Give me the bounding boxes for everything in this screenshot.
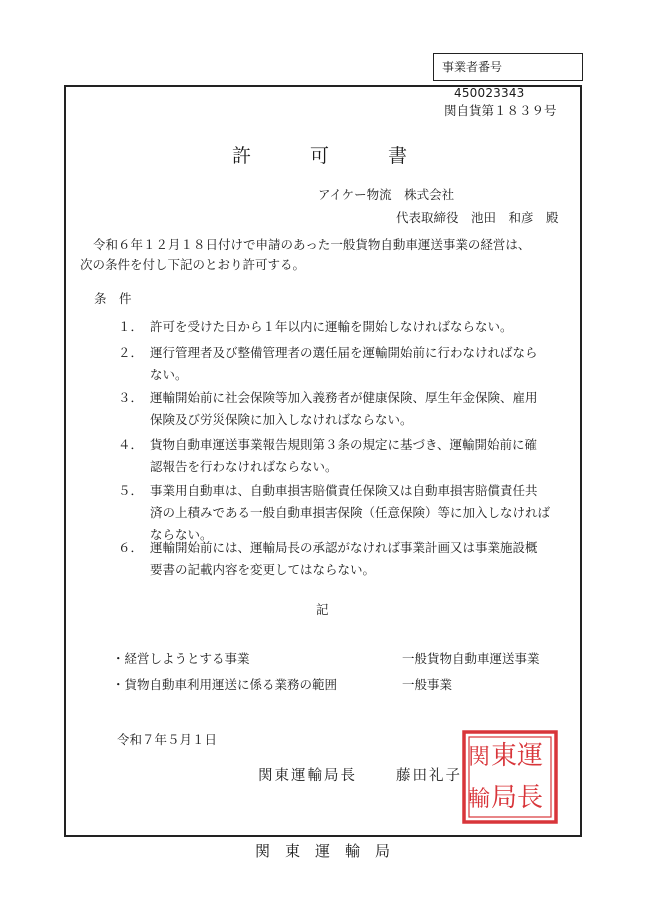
intro-line-2: 次の条件を付し下記のとおり許可する。 — [80, 257, 306, 272]
business-number-value: 450023343 — [454, 86, 525, 100]
seal-char: 局 — [490, 783, 518, 813]
business-number-box — [433, 53, 583, 100]
condition-text: 要書の記載内容を変更してはならない。 — [150, 562, 376, 577]
condition-text: 運行管理者及び整備管理者の選任届を運輸開始前に行わなければなら — [150, 345, 538, 360]
condition-text: ない。 — [150, 367, 188, 382]
condition-text: 運輸開始前には、運輸局長の承認がなければ事業計画又は事業施設概 — [150, 540, 538, 555]
seal-char: 長 — [516, 783, 544, 813]
footer-organization: 関 東 運 輸 局 — [255, 842, 391, 860]
condition-number: ５． — [118, 483, 144, 498]
official-seal — [462, 730, 558, 824]
title-char-3: 書 — [388, 145, 408, 167]
conditions-heading: 条 件 — [94, 291, 132, 306]
condition-text: 済の上積みである一般自動車損害保険（任意保険）等に加入しなければ — [150, 505, 551, 520]
detail-label-scope: ・貨物自動車利用運送に係る業務の範囲 — [112, 677, 338, 692]
permit-number: 関自貨第１８３９号 — [444, 103, 557, 118]
detail-label-business: ・経営しようとする事業 — [112, 651, 250, 666]
addressee-company: アイケー物流 株式会社 — [318, 187, 455, 202]
issue-date: 令和７年５月１日 — [117, 732, 218, 747]
condition-text: 許可を受けた日から１年以内に運輸を開始しなければならない。 — [150, 319, 513, 334]
condition-text: 貨物自動車運送事業報告規則第３条の規定に基づき、運輸開始前に確 — [150, 437, 538, 452]
title-char-2: 可 — [310, 145, 330, 167]
seal-char: 運 — [516, 741, 544, 771]
seal-char: 東 — [490, 741, 518, 771]
addressee-representative: 代表取締役 池田 和彦 殿 — [396, 210, 559, 225]
issuer-title: 関東運輸局長 — [258, 768, 357, 784]
condition-text: ならない。 — [150, 527, 213, 542]
condition-text: 運輸開始前に社会保険等加入義務者が健康保険、厚生年金保険、雇用 — [150, 390, 538, 405]
condition-number: ６． — [118, 540, 144, 555]
condition-text: 認報告を行わなければならない。 — [150, 459, 338, 474]
condition-number: ４． — [118, 437, 144, 452]
intro-line-1: 令和６年１２月１８日付けで申請のあった一般貨物自動車運送事業の経営は、 — [93, 237, 531, 252]
ki-heading: 記 — [316, 602, 329, 617]
seal-char: 関 — [467, 745, 491, 770]
condition-number: １． — [118, 319, 144, 334]
business-number-label: 事業者番号 — [442, 60, 503, 74]
condition-number: ２． — [118, 345, 144, 360]
detail-value-business: 一般貨物自動車運送事業 — [402, 651, 540, 666]
condition-number: ３． — [118, 390, 144, 405]
issuer-name: 藤田礼子 — [396, 768, 462, 784]
title-char-1: 許 — [232, 145, 252, 167]
condition-text: 事業用自動車は、自動車損害賠償責任保険又は自動車損害賠償責任共 — [150, 483, 538, 498]
seal-char: 輸 — [467, 787, 491, 812]
detail-value-scope: 一般事業 — [402, 677, 453, 692]
condition-text: 保険及び労災保険に加入しなければならない。 — [150, 412, 413, 427]
